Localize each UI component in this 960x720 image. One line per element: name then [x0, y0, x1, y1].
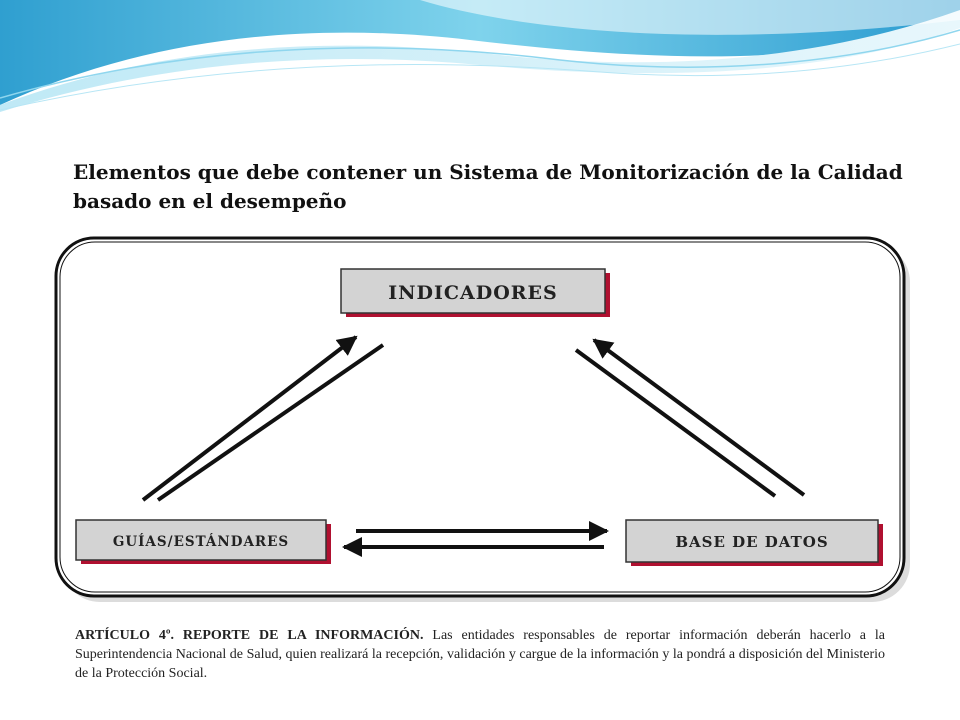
node-label-guias: GUÍAS/ESTÁNDARES — [112, 534, 290, 550]
monitoring-system-diagram — [48, 230, 918, 610]
title-line-2: basado en el desempeño — [73, 189, 347, 213]
node-indicadores — [341, 269, 610, 317]
node-label-base-datos: BASE DE DATOS — [675, 533, 829, 551]
article-text — [75, 626, 885, 683]
title-line-1: Elementos que debe contener un Sistema de Monitorización de la Calidad — [73, 160, 903, 184]
article-heading: ARTÍCULO 4º. REPORTE DE LA INFORMACIÓN. — [75, 628, 424, 643]
page-title — [73, 158, 913, 216]
node-label-indicadores: INDICADORES — [388, 282, 558, 304]
node-guias-estandares — [76, 520, 331, 564]
article-body: Las entidades responsables de reportar información deberán hacerlo a la Superintendencia Nacional de Salud, quien realizará la recepción, validación y cargue de la información y la pondrá a disposición del Ministerio de la Protección Social. — [75, 628, 886, 681]
decorative-header-wave — [0, 0, 960, 120]
node-base-de-datos — [626, 520, 883, 566]
